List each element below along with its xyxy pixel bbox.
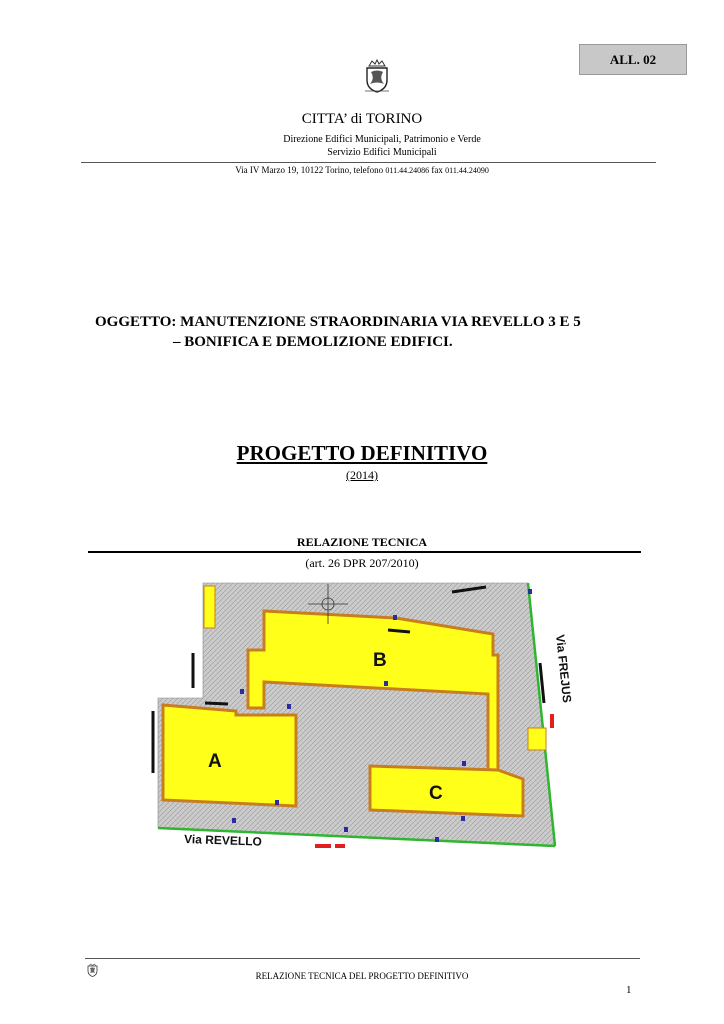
project-title: PROGETTO DEFINITIVO xyxy=(236,441,488,465)
street-frejus-label: Via FREJUS xyxy=(553,633,575,704)
building-c-label: C xyxy=(429,783,443,804)
subject-line-1: OGGETTO: MANUTENZIONE STRAORDINARIA VIA REVELLO 3 E 5 xyxy=(95,314,581,330)
footer-divider xyxy=(85,958,640,959)
fax-label: fax xyxy=(429,165,446,175)
department-line-2: Servizio Edifici Municipali xyxy=(327,147,437,158)
site-plan-map xyxy=(148,578,580,854)
subject-line-2: – BONIFICA E DEMOLIZIONE EDIFICI. xyxy=(173,334,453,350)
side-area-nw xyxy=(204,586,215,628)
page-number: 1 xyxy=(626,984,632,996)
building-a xyxy=(163,705,296,806)
city-name: CITTA’ di TORINO xyxy=(301,111,423,127)
report-reference: (art. 26 DPR 207/2010) xyxy=(305,556,419,570)
footer-text: RELAZIONE TECNICA DEL PROGETTO DEFINITIVO xyxy=(255,971,469,981)
department-line-1: Direzione Edifici Municipali, Patrimonio e Verde xyxy=(283,134,481,145)
project-year: (2014) xyxy=(346,468,378,482)
report-divider xyxy=(88,551,641,553)
address-text: Via IV Marzo 19, 10122 Torino, telefono xyxy=(235,165,386,175)
annex-label: ALL. 02 xyxy=(579,44,687,75)
header-divider xyxy=(81,162,656,163)
phone-number: 011.44.24086 xyxy=(385,166,430,175)
street-revello-label: Via REVELLO xyxy=(183,832,263,849)
building-b-label: B xyxy=(373,650,387,671)
side-area-e xyxy=(528,728,546,750)
address-line xyxy=(0,165,724,175)
building-a-label: A xyxy=(208,751,222,772)
city-crest-icon xyxy=(363,58,391,94)
fax-number: 011.44.24090 xyxy=(445,166,489,175)
building-c xyxy=(370,766,523,816)
report-title: RELAZIONE TECNICA xyxy=(296,535,428,549)
